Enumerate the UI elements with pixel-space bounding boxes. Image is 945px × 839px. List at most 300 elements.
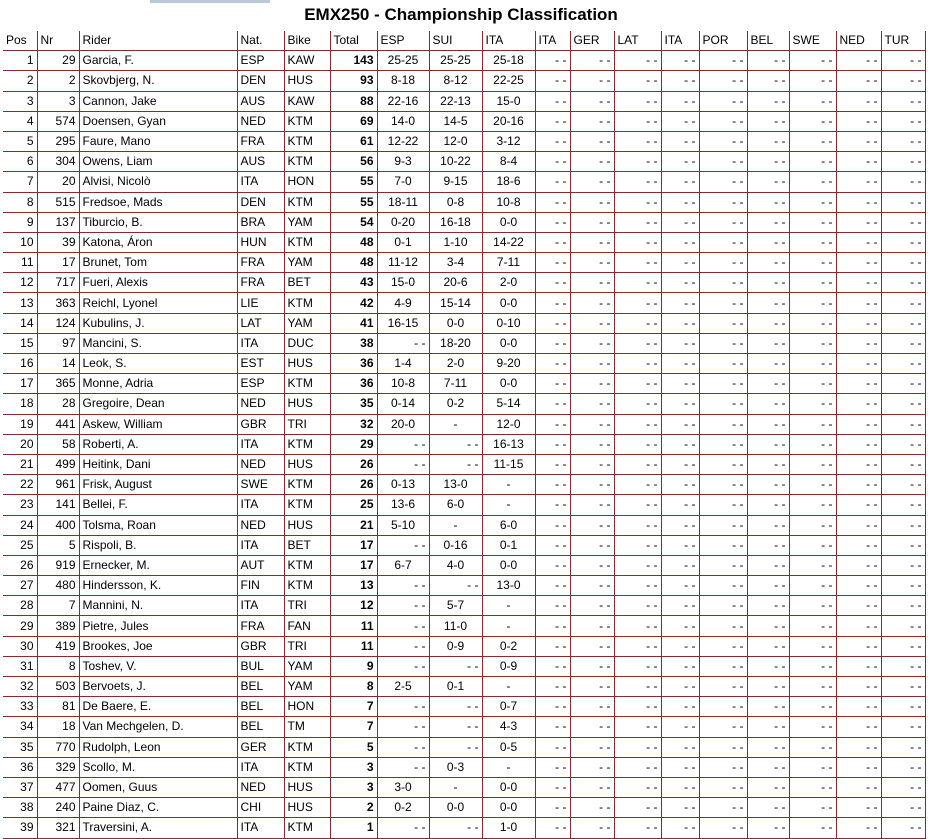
cell-empty-event: - - bbox=[614, 212, 661, 232]
cell-empty-event: - - bbox=[614, 818, 661, 838]
cell-empty-event: - - bbox=[789, 111, 836, 131]
cell-empty-event: - - bbox=[881, 434, 925, 454]
cell-total: 48 bbox=[330, 253, 377, 273]
cell-sui: 14-5 bbox=[429, 111, 482, 131]
cell-empty-event: - - bbox=[881, 374, 925, 394]
cell-nat: ITA bbox=[237, 818, 284, 838]
cell-sui: - - bbox=[429, 697, 482, 717]
cell-empty-event: - - bbox=[881, 111, 925, 131]
cell-nr: 14 bbox=[37, 354, 79, 374]
cell-empty-event: - - bbox=[661, 596, 699, 616]
cell-sui: 7-11 bbox=[429, 374, 482, 394]
cell-ita: 16-13 bbox=[482, 434, 535, 454]
cell-empty-event: - - bbox=[881, 717, 925, 737]
cell-empty-event: - - bbox=[836, 737, 881, 757]
cell-empty-event: - - bbox=[661, 475, 699, 495]
cell-empty-event: - - bbox=[614, 91, 661, 111]
cell-empty-event: - - bbox=[836, 636, 881, 656]
cell-empty-event: - - bbox=[535, 131, 570, 151]
cell-empty-event: - - bbox=[535, 172, 570, 192]
cell-empty-event: - - bbox=[789, 515, 836, 535]
cell-esp: 0-20 bbox=[377, 212, 429, 232]
cell-empty-event: - - bbox=[881, 656, 925, 676]
cell-esp: 11-12 bbox=[377, 253, 429, 273]
cell-empty-event: - - bbox=[881, 576, 925, 596]
cell-empty-event: - - bbox=[836, 818, 881, 838]
cell-empty-event: - - bbox=[836, 394, 881, 414]
cell-rider: Bervoets, J. bbox=[79, 677, 237, 697]
cell-rider: Skovbjerg, N. bbox=[79, 71, 237, 91]
table-row bbox=[3, 172, 925, 192]
cell-esp: 4-9 bbox=[377, 293, 429, 313]
cell-rider: Kubulins, J. bbox=[79, 313, 237, 333]
cell-empty-event: - - bbox=[699, 333, 747, 353]
cell-nr: 8 bbox=[37, 656, 79, 676]
table-row bbox=[3, 111, 925, 131]
cell-esp: 25-25 bbox=[377, 51, 429, 71]
cell-empty-event: - - bbox=[535, 576, 570, 596]
cell-nat: HUN bbox=[237, 232, 284, 252]
cell-bike: KTM bbox=[284, 192, 330, 212]
cell-empty-event: - - bbox=[789, 717, 836, 737]
cell-bike: YAM bbox=[284, 212, 330, 232]
cell-empty-event: - - bbox=[881, 757, 925, 777]
cell-bike: TRI bbox=[284, 596, 330, 616]
cell-sui: 13-0 bbox=[429, 475, 482, 495]
cell-empty-event: - - bbox=[747, 535, 789, 555]
cell-nat: BRA bbox=[237, 212, 284, 232]
cell-empty-event: - - bbox=[614, 273, 661, 293]
cell-empty-event: - - bbox=[881, 71, 925, 91]
cell-nat: BEL bbox=[237, 677, 284, 697]
cell-nat: FRA bbox=[237, 131, 284, 151]
cell-empty-event: - - bbox=[747, 495, 789, 515]
cell-ita: 25-18 bbox=[482, 51, 535, 71]
cell-empty-event: - - bbox=[570, 576, 614, 596]
cell-sui: 18-20 bbox=[429, 333, 482, 353]
cell-pos: 9 bbox=[3, 212, 37, 232]
cell-empty-event: - - bbox=[661, 737, 699, 757]
cell-esp: 10-8 bbox=[377, 374, 429, 394]
cell-bike: KTM bbox=[284, 434, 330, 454]
cell-nr: 574 bbox=[37, 111, 79, 131]
cell-empty-event: - - bbox=[881, 273, 925, 293]
cell-empty-event: - - bbox=[699, 697, 747, 717]
cell-nat: ESP bbox=[237, 374, 284, 394]
cell-empty-event: - - bbox=[570, 51, 614, 71]
cell-empty-event: - - bbox=[699, 212, 747, 232]
cell-nr: 304 bbox=[37, 152, 79, 172]
cell-empty-event: - - bbox=[699, 232, 747, 252]
cell-bike: KTM bbox=[284, 737, 330, 757]
cell-empty-event: - - bbox=[789, 414, 836, 434]
cell-empty-event: - - bbox=[570, 596, 614, 616]
cell-empty-event: - - bbox=[747, 172, 789, 192]
cell-empty-event: - - bbox=[699, 51, 747, 71]
cell-empty-event: - - bbox=[881, 333, 925, 353]
cell-pos: 20 bbox=[3, 434, 37, 454]
cell-empty-event: - - bbox=[699, 152, 747, 172]
table-row bbox=[3, 656, 925, 676]
col-header-nat: Nat. bbox=[237, 31, 284, 51]
cell-empty-event: - - bbox=[535, 374, 570, 394]
cell-ita: 22-25 bbox=[482, 71, 535, 91]
cell-empty-event: - - bbox=[570, 656, 614, 676]
cell-rider: Owens, Liam bbox=[79, 152, 237, 172]
cell-empty-event: - - bbox=[747, 91, 789, 111]
cell-empty-event: - - bbox=[535, 757, 570, 777]
cell-empty-event: - - bbox=[747, 51, 789, 71]
cell-rider: Fueri, Alexis bbox=[79, 273, 237, 293]
cell-pos: 8 bbox=[3, 192, 37, 212]
cell-empty-event: - - bbox=[570, 91, 614, 111]
cell-empty-event: - - bbox=[789, 232, 836, 252]
cell-empty-event: - - bbox=[535, 777, 570, 797]
cell-empty-event: - - bbox=[535, 152, 570, 172]
cell-empty-event: - - bbox=[747, 131, 789, 151]
cell-bike: TRI bbox=[284, 636, 330, 656]
cell-nat: GBR bbox=[237, 414, 284, 434]
col-header-event: BEL bbox=[747, 31, 789, 51]
cell-bike: KTM bbox=[284, 152, 330, 172]
cell-rider: Alvisi, Nicolò bbox=[79, 172, 237, 192]
cell-nat: AUT bbox=[237, 555, 284, 575]
cell-nat: LIE bbox=[237, 293, 284, 313]
table-row bbox=[3, 777, 925, 797]
cell-empty-event: - - bbox=[836, 333, 881, 353]
cell-empty-event: - - bbox=[789, 454, 836, 474]
cell-rider: Tolsma, Roan bbox=[79, 515, 237, 535]
cell-empty-event: - - bbox=[535, 495, 570, 515]
col-header-event: SUI bbox=[429, 31, 482, 51]
cell-total: 88 bbox=[330, 91, 377, 111]
cell-empty-event: - - bbox=[881, 596, 925, 616]
cell-empty-event: - - bbox=[570, 737, 614, 757]
cell-empty-event: - - bbox=[881, 737, 925, 757]
cell-empty-event: - - bbox=[881, 414, 925, 434]
cell-empty-event: - - bbox=[789, 313, 836, 333]
table-row bbox=[3, 333, 925, 353]
cell-empty-event: - - bbox=[535, 596, 570, 616]
cell-sui: 10-22 bbox=[429, 152, 482, 172]
cell-empty-event: - - bbox=[570, 555, 614, 575]
cell-bike: HUS bbox=[284, 454, 330, 474]
cell-nr: 441 bbox=[37, 414, 79, 434]
cell-rider: Cannon, Jake bbox=[79, 91, 237, 111]
cell-esp: 16-15 bbox=[377, 313, 429, 333]
cell-total: 1 bbox=[330, 818, 377, 838]
col-header-rider: Rider bbox=[79, 31, 237, 51]
cell-esp: - - bbox=[377, 434, 429, 454]
cell-empty-event: - - bbox=[699, 454, 747, 474]
cell-empty-event: - - bbox=[699, 71, 747, 91]
cell-empty-event: - - bbox=[535, 91, 570, 111]
cell-rider: Gregoire, Dean bbox=[79, 394, 237, 414]
cell-empty-event: - - bbox=[881, 212, 925, 232]
cell-total: 7 bbox=[330, 697, 377, 717]
table-row bbox=[3, 192, 925, 212]
cell-empty-event: - - bbox=[699, 515, 747, 535]
cell-empty-event: - - bbox=[614, 555, 661, 575]
cell-empty-event: - - bbox=[570, 71, 614, 91]
cell-ita: 3-12 bbox=[482, 131, 535, 151]
table-row bbox=[3, 273, 925, 293]
cell-empty-event: - - bbox=[789, 697, 836, 717]
cell-empty-event: - - bbox=[789, 677, 836, 697]
cell-pos: 22 bbox=[3, 475, 37, 495]
cell-empty-event: - - bbox=[699, 354, 747, 374]
cell-total: 2 bbox=[330, 798, 377, 818]
cell-nr: 5 bbox=[37, 535, 79, 555]
cell-total: 13 bbox=[330, 576, 377, 596]
cell-empty-event: - - bbox=[535, 212, 570, 232]
cell-esp: 9-3 bbox=[377, 152, 429, 172]
cell-empty-event: - - bbox=[661, 434, 699, 454]
cell-empty-event: - - bbox=[836, 354, 881, 374]
col-header-event: ITA bbox=[535, 31, 570, 51]
cell-empty-event: - - bbox=[789, 757, 836, 777]
cell-empty-event: - - bbox=[747, 636, 789, 656]
cell-nr: 18 bbox=[37, 717, 79, 737]
cell-bike: HUS bbox=[284, 354, 330, 374]
cell-empty-event: - - bbox=[535, 717, 570, 737]
cell-bike: YAM bbox=[284, 313, 330, 333]
cell-rider: Ernecker, M. bbox=[79, 555, 237, 575]
cell-sui: - - bbox=[429, 434, 482, 454]
cell-nr: 770 bbox=[37, 737, 79, 757]
cell-empty-event: - - bbox=[614, 576, 661, 596]
cell-empty-event: - - bbox=[535, 51, 570, 71]
cell-rider: Traversini, A. bbox=[79, 818, 237, 838]
cell-empty-event: - - bbox=[747, 798, 789, 818]
cell-empty-event: - - bbox=[570, 111, 614, 131]
cell-empty-event: - - bbox=[570, 212, 614, 232]
cell-empty-event: - - bbox=[789, 616, 836, 636]
cell-empty-event: - - bbox=[747, 555, 789, 575]
cell-ita: 0-0 bbox=[482, 293, 535, 313]
cell-empty-event: - - bbox=[836, 91, 881, 111]
cell-empty-event: - - bbox=[836, 131, 881, 151]
cell-total: 26 bbox=[330, 475, 377, 495]
cell-nat: GER bbox=[237, 737, 284, 757]
cell-sui: - - bbox=[429, 818, 482, 838]
table-row bbox=[3, 51, 925, 71]
cell-empty-event: - - bbox=[614, 656, 661, 676]
cell-esp: - - bbox=[377, 454, 429, 474]
cell-empty-event: - - bbox=[881, 232, 925, 252]
cell-pos: 17 bbox=[3, 374, 37, 394]
cell-empty-event: - - bbox=[614, 454, 661, 474]
cell-empty-event: - - bbox=[747, 757, 789, 777]
cell-pos: 38 bbox=[3, 798, 37, 818]
cell-pos: 25 bbox=[3, 535, 37, 555]
cell-empty-event: - - bbox=[789, 576, 836, 596]
cell-pos: 10 bbox=[3, 232, 37, 252]
cell-sui: 0-1 bbox=[429, 677, 482, 697]
cell-nat: LAT bbox=[237, 313, 284, 333]
cell-nr: 503 bbox=[37, 677, 79, 697]
cell-rider: Askew, William bbox=[79, 414, 237, 434]
cell-bike: FAN bbox=[284, 616, 330, 636]
table-row bbox=[3, 434, 925, 454]
cell-empty-event: - - bbox=[699, 91, 747, 111]
cell-empty-event: - - bbox=[881, 454, 925, 474]
cell-empty-event: - - bbox=[699, 414, 747, 434]
cell-ita: - bbox=[482, 475, 535, 495]
table-row bbox=[3, 697, 925, 717]
cell-sui: 0-9 bbox=[429, 636, 482, 656]
cell-esp: 20-0 bbox=[377, 414, 429, 434]
cell-empty-event: - - bbox=[570, 818, 614, 838]
table-row bbox=[3, 71, 925, 91]
col-header-pos: Pos bbox=[3, 31, 37, 51]
cell-nr: 499 bbox=[37, 454, 79, 474]
table-row bbox=[3, 576, 925, 596]
cell-empty-event: - - bbox=[881, 535, 925, 555]
cell-ita: - bbox=[482, 596, 535, 616]
cell-ita: 8-4 bbox=[482, 152, 535, 172]
cell-nr: 329 bbox=[37, 757, 79, 777]
cell-empty-event: - - bbox=[881, 293, 925, 313]
cell-nr: 961 bbox=[37, 475, 79, 495]
cell-sui: - - bbox=[429, 454, 482, 474]
cell-empty-event: - - bbox=[535, 515, 570, 535]
cell-empty-event: - - bbox=[699, 576, 747, 596]
cell-empty-event: - - bbox=[614, 616, 661, 636]
cell-empty-event: - - bbox=[747, 717, 789, 737]
cell-empty-event: - - bbox=[789, 434, 836, 454]
cell-empty-event: - - bbox=[661, 798, 699, 818]
cell-esp: 1-4 bbox=[377, 354, 429, 374]
cell-empty-event: - - bbox=[836, 475, 881, 495]
cell-total: 93 bbox=[330, 71, 377, 91]
cell-empty-event: - - bbox=[789, 71, 836, 91]
cell-sui: 11-0 bbox=[429, 616, 482, 636]
cell-empty-event: - - bbox=[747, 232, 789, 252]
cell-nr: 97 bbox=[37, 333, 79, 353]
cell-empty-event: - - bbox=[881, 131, 925, 151]
cell-nr: 919 bbox=[37, 555, 79, 575]
cell-nr: 137 bbox=[37, 212, 79, 232]
cell-pos: 33 bbox=[3, 697, 37, 717]
cell-ita: 0-10 bbox=[482, 313, 535, 333]
cell-ita: 2-0 bbox=[482, 273, 535, 293]
cell-empty-event: - - bbox=[699, 636, 747, 656]
cell-empty-event: - - bbox=[570, 495, 614, 515]
cell-empty-event: - - bbox=[661, 131, 699, 151]
cell-empty-event: - - bbox=[881, 313, 925, 333]
cell-nat: BEL bbox=[237, 717, 284, 737]
table-row bbox=[3, 636, 925, 656]
cell-ita: 0-0 bbox=[482, 212, 535, 232]
cell-empty-event: - - bbox=[747, 273, 789, 293]
cell-total: 21 bbox=[330, 515, 377, 535]
cell-empty-event: - - bbox=[789, 636, 836, 656]
cell-total: 35 bbox=[330, 394, 377, 414]
cell-empty-event: - - bbox=[614, 636, 661, 656]
cell-empty-event: - - bbox=[699, 717, 747, 737]
cell-empty-event: - - bbox=[570, 131, 614, 151]
cell-empty-event: - - bbox=[789, 798, 836, 818]
cell-empty-event: - - bbox=[570, 232, 614, 252]
cell-empty-event: - - bbox=[661, 313, 699, 333]
cell-empty-event: - - bbox=[614, 717, 661, 737]
cell-empty-event: - - bbox=[699, 253, 747, 273]
cell-empty-event: - - bbox=[836, 596, 881, 616]
cell-empty-event: - - bbox=[661, 152, 699, 172]
cell-esp: 18-11 bbox=[377, 192, 429, 212]
cell-empty-event: - - bbox=[535, 313, 570, 333]
cell-rider: Garcia, F. bbox=[79, 51, 237, 71]
cell-nat: ITA bbox=[237, 596, 284, 616]
cell-empty-event: - - bbox=[535, 656, 570, 676]
cell-pos: 1 bbox=[3, 51, 37, 71]
cell-empty-event: - - bbox=[789, 737, 836, 757]
cell-bike: TRI bbox=[284, 414, 330, 434]
cell-empty-event: - - bbox=[699, 273, 747, 293]
cell-nr: 480 bbox=[37, 576, 79, 596]
cell-empty-event: - - bbox=[661, 192, 699, 212]
table-row bbox=[3, 232, 925, 252]
cell-ita: - bbox=[482, 495, 535, 515]
col-header-event: ITA bbox=[661, 31, 699, 51]
cell-empty-event: - - bbox=[614, 737, 661, 757]
cell-empty-event: - - bbox=[661, 111, 699, 131]
cell-empty-event: - - bbox=[699, 777, 747, 797]
cell-sui: 2-0 bbox=[429, 354, 482, 374]
cell-nr: 240 bbox=[37, 798, 79, 818]
cell-rider: Doensen, Gyan bbox=[79, 111, 237, 131]
cell-bike: HUS bbox=[284, 515, 330, 535]
cell-empty-event: - - bbox=[836, 495, 881, 515]
cell-bike: KTM bbox=[284, 818, 330, 838]
cell-empty-event: - - bbox=[747, 152, 789, 172]
cell-ita: 9-20 bbox=[482, 354, 535, 374]
cell-sui: 0-8 bbox=[429, 192, 482, 212]
cell-empty-event: - - bbox=[789, 131, 836, 151]
cell-empty-event: - - bbox=[747, 192, 789, 212]
cell-ita: 13-0 bbox=[482, 576, 535, 596]
cell-empty-event: - - bbox=[661, 697, 699, 717]
cell-total: 29 bbox=[330, 434, 377, 454]
cell-empty-event: - - bbox=[699, 818, 747, 838]
cell-pos: 34 bbox=[3, 717, 37, 737]
cell-empty-event: - - bbox=[570, 273, 614, 293]
cell-esp: 13-6 bbox=[377, 495, 429, 515]
cell-empty-event: - - bbox=[614, 596, 661, 616]
cell-esp: 2-5 bbox=[377, 677, 429, 697]
cell-empty-event: - - bbox=[836, 414, 881, 434]
cell-rider: Tiburcio, B. bbox=[79, 212, 237, 232]
cell-empty-event: - - bbox=[836, 293, 881, 313]
cell-rider: Katona, Áron bbox=[79, 232, 237, 252]
cell-empty-event: - - bbox=[881, 354, 925, 374]
cell-empty-event: - - bbox=[570, 434, 614, 454]
cell-nr: 477 bbox=[37, 777, 79, 797]
cell-sui: 25-25 bbox=[429, 51, 482, 71]
cell-empty-event: - - bbox=[614, 535, 661, 555]
cell-empty-event: - - bbox=[836, 777, 881, 797]
cell-bike: YAM bbox=[284, 253, 330, 273]
cell-sui: 0-0 bbox=[429, 313, 482, 333]
cell-nr: 321 bbox=[37, 818, 79, 838]
cell-bike: HUS bbox=[284, 71, 330, 91]
cell-empty-event: - - bbox=[570, 515, 614, 535]
cell-empty-event: - - bbox=[789, 596, 836, 616]
cell-total: 5 bbox=[330, 737, 377, 757]
cell-pos: 19 bbox=[3, 414, 37, 434]
cell-empty-event: - - bbox=[747, 212, 789, 232]
